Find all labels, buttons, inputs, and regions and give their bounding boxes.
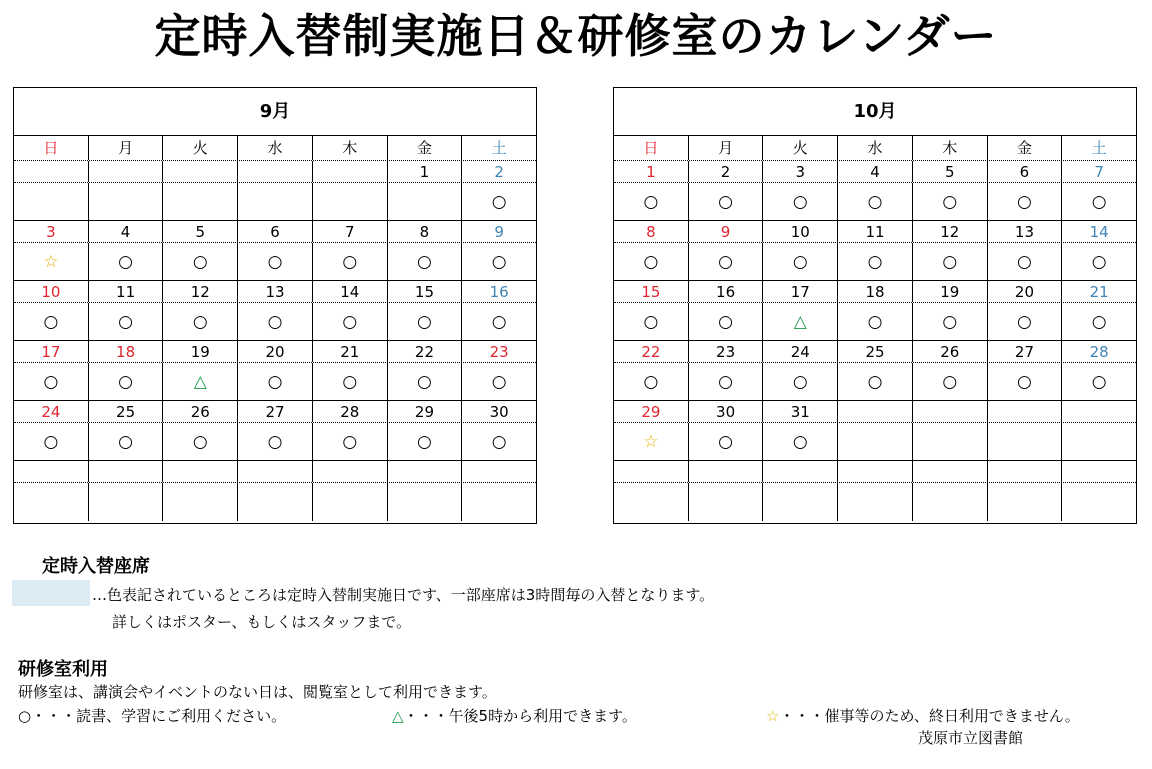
day-number bbox=[238, 161, 313, 182]
circle-icon: ○ bbox=[763, 363, 838, 400]
day-number bbox=[838, 401, 913, 422]
week-status-row bbox=[14, 423, 536, 461]
circle-icon: ○ bbox=[689, 363, 764, 400]
week-status-row bbox=[14, 243, 536, 281]
calendar-weeks bbox=[614, 161, 1136, 521]
week-date-row bbox=[14, 341, 536, 363]
circle-icon: ○ bbox=[689, 423, 764, 460]
weekday-label: 火 bbox=[163, 136, 238, 160]
day-number: 15 bbox=[388, 281, 463, 302]
day-number: 1 bbox=[388, 161, 463, 182]
day-number: 5 bbox=[163, 221, 238, 242]
day-number bbox=[14, 461, 89, 482]
day-number bbox=[614, 461, 689, 482]
day-status bbox=[1062, 483, 1136, 521]
weekday-label: 日 bbox=[14, 136, 89, 160]
circle-icon: ○ bbox=[388, 303, 463, 340]
circle-icon: ○ bbox=[238, 243, 313, 280]
day-number: 7 bbox=[1094, 163, 1104, 181]
circle-icon: ○ bbox=[913, 303, 988, 340]
day-status bbox=[614, 483, 689, 521]
weekday-label: 土 bbox=[1091, 139, 1107, 157]
triangle-legend bbox=[392, 706, 637, 726]
day-number: 14 bbox=[1089, 223, 1109, 241]
day-number: 18 bbox=[838, 281, 913, 302]
day-number: 29 bbox=[388, 401, 463, 422]
star-icon: ☆ bbox=[766, 707, 780, 725]
day-number: 22 bbox=[388, 341, 463, 362]
day-number: 12 bbox=[913, 221, 988, 242]
day-number bbox=[838, 461, 913, 482]
circle-icon: ○ bbox=[14, 363, 89, 400]
circle-icon: ○ bbox=[988, 183, 1063, 220]
day-number bbox=[388, 461, 463, 482]
day-number: 2 bbox=[494, 163, 504, 181]
week-status-row bbox=[14, 483, 536, 521]
day-number bbox=[89, 161, 164, 182]
day-number: 31 bbox=[763, 401, 838, 422]
month-label: 9月 bbox=[14, 88, 536, 136]
week-status-row bbox=[614, 303, 1136, 341]
day-status bbox=[913, 483, 988, 521]
day-number: 11 bbox=[838, 221, 913, 242]
week-date-row bbox=[14, 221, 536, 243]
week-status-row bbox=[14, 303, 536, 341]
week-status-row bbox=[614, 183, 1136, 221]
day-number: 1 bbox=[614, 161, 689, 182]
weekday-label: 日 bbox=[614, 136, 689, 160]
seat-note-line1: …色表記されているところは定時入替制実施日です、一部座席は3時間毎の入替となります。 bbox=[92, 586, 715, 604]
day-number bbox=[988, 401, 1063, 422]
circle-icon: ○ bbox=[238, 363, 313, 400]
day-number: 5 bbox=[913, 161, 988, 182]
circle-icon: ○ bbox=[491, 372, 507, 392]
circle-icon: ○ bbox=[1091, 192, 1107, 212]
day-status bbox=[838, 483, 913, 521]
week-status-row bbox=[14, 183, 536, 221]
day-number bbox=[988, 461, 1063, 482]
day-number: 17 bbox=[763, 281, 838, 302]
day-number bbox=[163, 461, 238, 482]
day-number: 28 bbox=[1089, 343, 1109, 361]
day-number bbox=[313, 161, 388, 182]
day-status bbox=[1062, 423, 1136, 460]
circle-icon: ○ bbox=[89, 303, 164, 340]
circle-icon: ○ bbox=[838, 303, 913, 340]
circle-icon: ○ bbox=[313, 303, 388, 340]
circle-icon: ○ bbox=[913, 183, 988, 220]
day-number: 11 bbox=[89, 281, 164, 302]
circle-icon: ○ bbox=[14, 423, 89, 460]
circle-icon: ○ bbox=[491, 432, 507, 452]
day-status bbox=[689, 483, 764, 521]
week-date-row bbox=[14, 161, 536, 183]
day-number: 7 bbox=[313, 221, 388, 242]
day-number: 21 bbox=[313, 341, 388, 362]
circle-icon: ○ bbox=[838, 183, 913, 220]
day-number bbox=[1062, 461, 1136, 482]
weekday-label: 木 bbox=[913, 136, 988, 160]
calendar-october bbox=[613, 87, 1137, 524]
day-number: 21 bbox=[1089, 283, 1109, 301]
day-number: 14 bbox=[313, 281, 388, 302]
room-note-line1: 研修室は、講演会やイベントのない日は、閲覧室として利用できます。 bbox=[18, 683, 497, 701]
circle-icon: ○ bbox=[163, 303, 238, 340]
week-date-row bbox=[614, 401, 1136, 423]
day-number: 4 bbox=[838, 161, 913, 182]
circle-icon: ○ bbox=[89, 423, 164, 460]
highlight-swatch bbox=[12, 580, 90, 606]
weekday-label: 月 bbox=[89, 136, 164, 160]
circle-icon: ○ bbox=[89, 243, 164, 280]
day-number: 25 bbox=[89, 401, 164, 422]
circle-icon: ○ bbox=[1091, 372, 1107, 392]
circle-icon: ○ bbox=[163, 243, 238, 280]
day-number: 24 bbox=[763, 341, 838, 362]
day-status bbox=[14, 183, 89, 220]
weekday-header bbox=[614, 136, 1136, 161]
circle-icon: ○ bbox=[14, 303, 89, 340]
day-number: 10 bbox=[763, 221, 838, 242]
day-number: 3 bbox=[763, 161, 838, 182]
week-date-row bbox=[614, 341, 1136, 363]
circle-icon: ○ bbox=[689, 243, 764, 280]
circle-icon: ○ bbox=[614, 303, 689, 340]
circle-icon: ○ bbox=[913, 363, 988, 400]
day-number: 20 bbox=[988, 281, 1063, 302]
day-status bbox=[462, 483, 536, 521]
circle-legend: ○・・・読書、学習にご利用ください。 bbox=[18, 707, 287, 725]
circle-icon: ○ bbox=[763, 243, 838, 280]
day-status bbox=[313, 483, 388, 521]
day-status bbox=[14, 483, 89, 521]
day-number: 15 bbox=[614, 281, 689, 302]
week-status-row bbox=[614, 483, 1136, 521]
day-number: 30 bbox=[689, 401, 764, 422]
day-status bbox=[988, 483, 1063, 521]
circle-icon: ○ bbox=[614, 243, 689, 280]
week-date-row bbox=[14, 281, 536, 303]
circle-icon: ○ bbox=[614, 183, 689, 220]
circle-icon: ○ bbox=[988, 303, 1063, 340]
calendar-september bbox=[13, 87, 537, 524]
day-number: 19 bbox=[913, 281, 988, 302]
week-date-row bbox=[14, 401, 536, 423]
day-number: 2 bbox=[689, 161, 764, 182]
day-number: 25 bbox=[838, 341, 913, 362]
day-status bbox=[913, 423, 988, 460]
circle-icon: ○ bbox=[988, 363, 1063, 400]
day-number bbox=[763, 461, 838, 482]
circle-icon: ○ bbox=[491, 252, 507, 272]
day-number: 8 bbox=[614, 221, 689, 242]
week-status-row bbox=[614, 423, 1136, 461]
circle-icon: ○ bbox=[838, 363, 913, 400]
day-number: 3 bbox=[14, 221, 89, 242]
day-number: 18 bbox=[89, 341, 164, 362]
weekday-label: 金 bbox=[388, 136, 463, 160]
day-number: 23 bbox=[489, 343, 509, 361]
day-number: 23 bbox=[689, 341, 764, 362]
day-number: 27 bbox=[988, 341, 1063, 362]
day-status bbox=[388, 183, 463, 220]
circle-icon: ○ bbox=[238, 423, 313, 460]
day-number bbox=[913, 401, 988, 422]
week-date-row bbox=[614, 461, 1136, 483]
circle-icon: ○ bbox=[388, 363, 463, 400]
day-number: 26 bbox=[913, 341, 988, 362]
circle-icon: ○ bbox=[89, 363, 164, 400]
week-status-row bbox=[614, 243, 1136, 281]
circle-icon: ○ bbox=[388, 243, 463, 280]
circle-icon: ○ bbox=[689, 183, 764, 220]
circle-icon: ○ bbox=[988, 243, 1063, 280]
star-icon: ☆ bbox=[614, 423, 689, 460]
day-number bbox=[89, 461, 164, 482]
day-status bbox=[313, 183, 388, 220]
day-number: 10 bbox=[14, 281, 89, 302]
page-title: 定時入替制実施日＆研修室のカレンダー bbox=[154, 9, 998, 63]
day-number bbox=[163, 161, 238, 182]
week-date-row bbox=[614, 221, 1136, 243]
circle-icon: ○ bbox=[1091, 252, 1107, 272]
day-number: 22 bbox=[614, 341, 689, 362]
circle-icon: ○ bbox=[388, 423, 463, 460]
day-status bbox=[388, 483, 463, 521]
circle-icon: ○ bbox=[913, 243, 988, 280]
day-number: 8 bbox=[388, 221, 463, 242]
day-number: 16 bbox=[689, 281, 764, 302]
triangle-legend-text: ・・・午後5時から利用できます。 bbox=[403, 707, 637, 725]
weekday-label: 土 bbox=[491, 139, 507, 157]
week-date-row bbox=[614, 161, 1136, 183]
circle-icon: ○ bbox=[763, 183, 838, 220]
weekday-label: 水 bbox=[838, 136, 913, 160]
weekday-label: 水 bbox=[238, 136, 313, 160]
month-label: 10月 bbox=[614, 88, 1136, 136]
day-number: 28 bbox=[313, 401, 388, 422]
day-status bbox=[238, 183, 313, 220]
circle-icon: ○ bbox=[491, 192, 507, 212]
circle-icon: ○ bbox=[838, 243, 913, 280]
star-icon: ☆ bbox=[14, 243, 89, 280]
day-number: 6 bbox=[988, 161, 1063, 182]
day-status bbox=[89, 483, 164, 521]
circle-icon: ○ bbox=[1091, 312, 1107, 332]
week-date-row bbox=[14, 461, 536, 483]
circle-icon: ○ bbox=[689, 303, 764, 340]
circle-icon: ○ bbox=[238, 303, 313, 340]
day-number: 26 bbox=[163, 401, 238, 422]
triangle-icon: △ bbox=[392, 707, 404, 725]
weekday-label: 火 bbox=[763, 136, 838, 160]
triangle-icon: △ bbox=[763, 303, 838, 340]
day-number: 4 bbox=[89, 221, 164, 242]
circle-icon: ○ bbox=[313, 423, 388, 460]
day-number bbox=[913, 461, 988, 482]
day-status bbox=[163, 483, 238, 521]
room-section-heading: 研修室利用 bbox=[18, 659, 108, 680]
circle-icon: ○ bbox=[614, 363, 689, 400]
day-number bbox=[238, 461, 313, 482]
weekday-label: 木 bbox=[313, 136, 388, 160]
day-status bbox=[838, 423, 913, 460]
week-status-row bbox=[614, 363, 1136, 401]
weekday-label: 金 bbox=[988, 136, 1063, 160]
day-number: 16 bbox=[489, 283, 509, 301]
day-number bbox=[462, 461, 536, 482]
day-number bbox=[14, 161, 89, 182]
week-date-row bbox=[614, 281, 1136, 303]
day-number: 13 bbox=[988, 221, 1063, 242]
week-status-row bbox=[14, 363, 536, 401]
circle-icon: ○ bbox=[313, 363, 388, 400]
day-status bbox=[163, 183, 238, 220]
circle-icon: ○ bbox=[491, 312, 507, 332]
day-status bbox=[238, 483, 313, 521]
day-number: 9 bbox=[494, 223, 504, 241]
day-status bbox=[89, 183, 164, 220]
day-number: 29 bbox=[614, 401, 689, 422]
day-number: 24 bbox=[14, 401, 89, 422]
day-number: 13 bbox=[238, 281, 313, 302]
day-status bbox=[988, 423, 1063, 460]
triangle-icon: △ bbox=[163, 363, 238, 400]
star-legend bbox=[766, 706, 1080, 726]
day-status bbox=[763, 483, 838, 521]
library-name: 茂原市立図書館 bbox=[918, 729, 1024, 747]
day-number: 19 bbox=[163, 341, 238, 362]
star-legend-text: ・・・催事等のため、終日利用できません。 bbox=[779, 707, 1080, 725]
calendar-weeks bbox=[14, 161, 536, 521]
seat-section-heading: 定時入替座席 bbox=[42, 556, 150, 577]
day-number: 20 bbox=[238, 341, 313, 362]
circle-icon: ○ bbox=[163, 423, 238, 460]
day-number: 9 bbox=[689, 221, 764, 242]
day-number: 6 bbox=[238, 221, 313, 242]
day-number: 12 bbox=[163, 281, 238, 302]
circle-icon: ○ bbox=[763, 423, 838, 460]
day-number bbox=[689, 461, 764, 482]
day-number bbox=[313, 461, 388, 482]
day-number: 30 bbox=[489, 403, 509, 421]
day-number: 27 bbox=[238, 401, 313, 422]
weekday-header bbox=[14, 136, 536, 161]
seat-note-line2: 詳しくはポスター、もしくはスタッフまで。 bbox=[112, 613, 412, 631]
weekday-label: 月 bbox=[689, 136, 764, 160]
circle-icon: ○ bbox=[313, 243, 388, 280]
day-number: 17 bbox=[14, 341, 89, 362]
day-number bbox=[1062, 401, 1136, 422]
